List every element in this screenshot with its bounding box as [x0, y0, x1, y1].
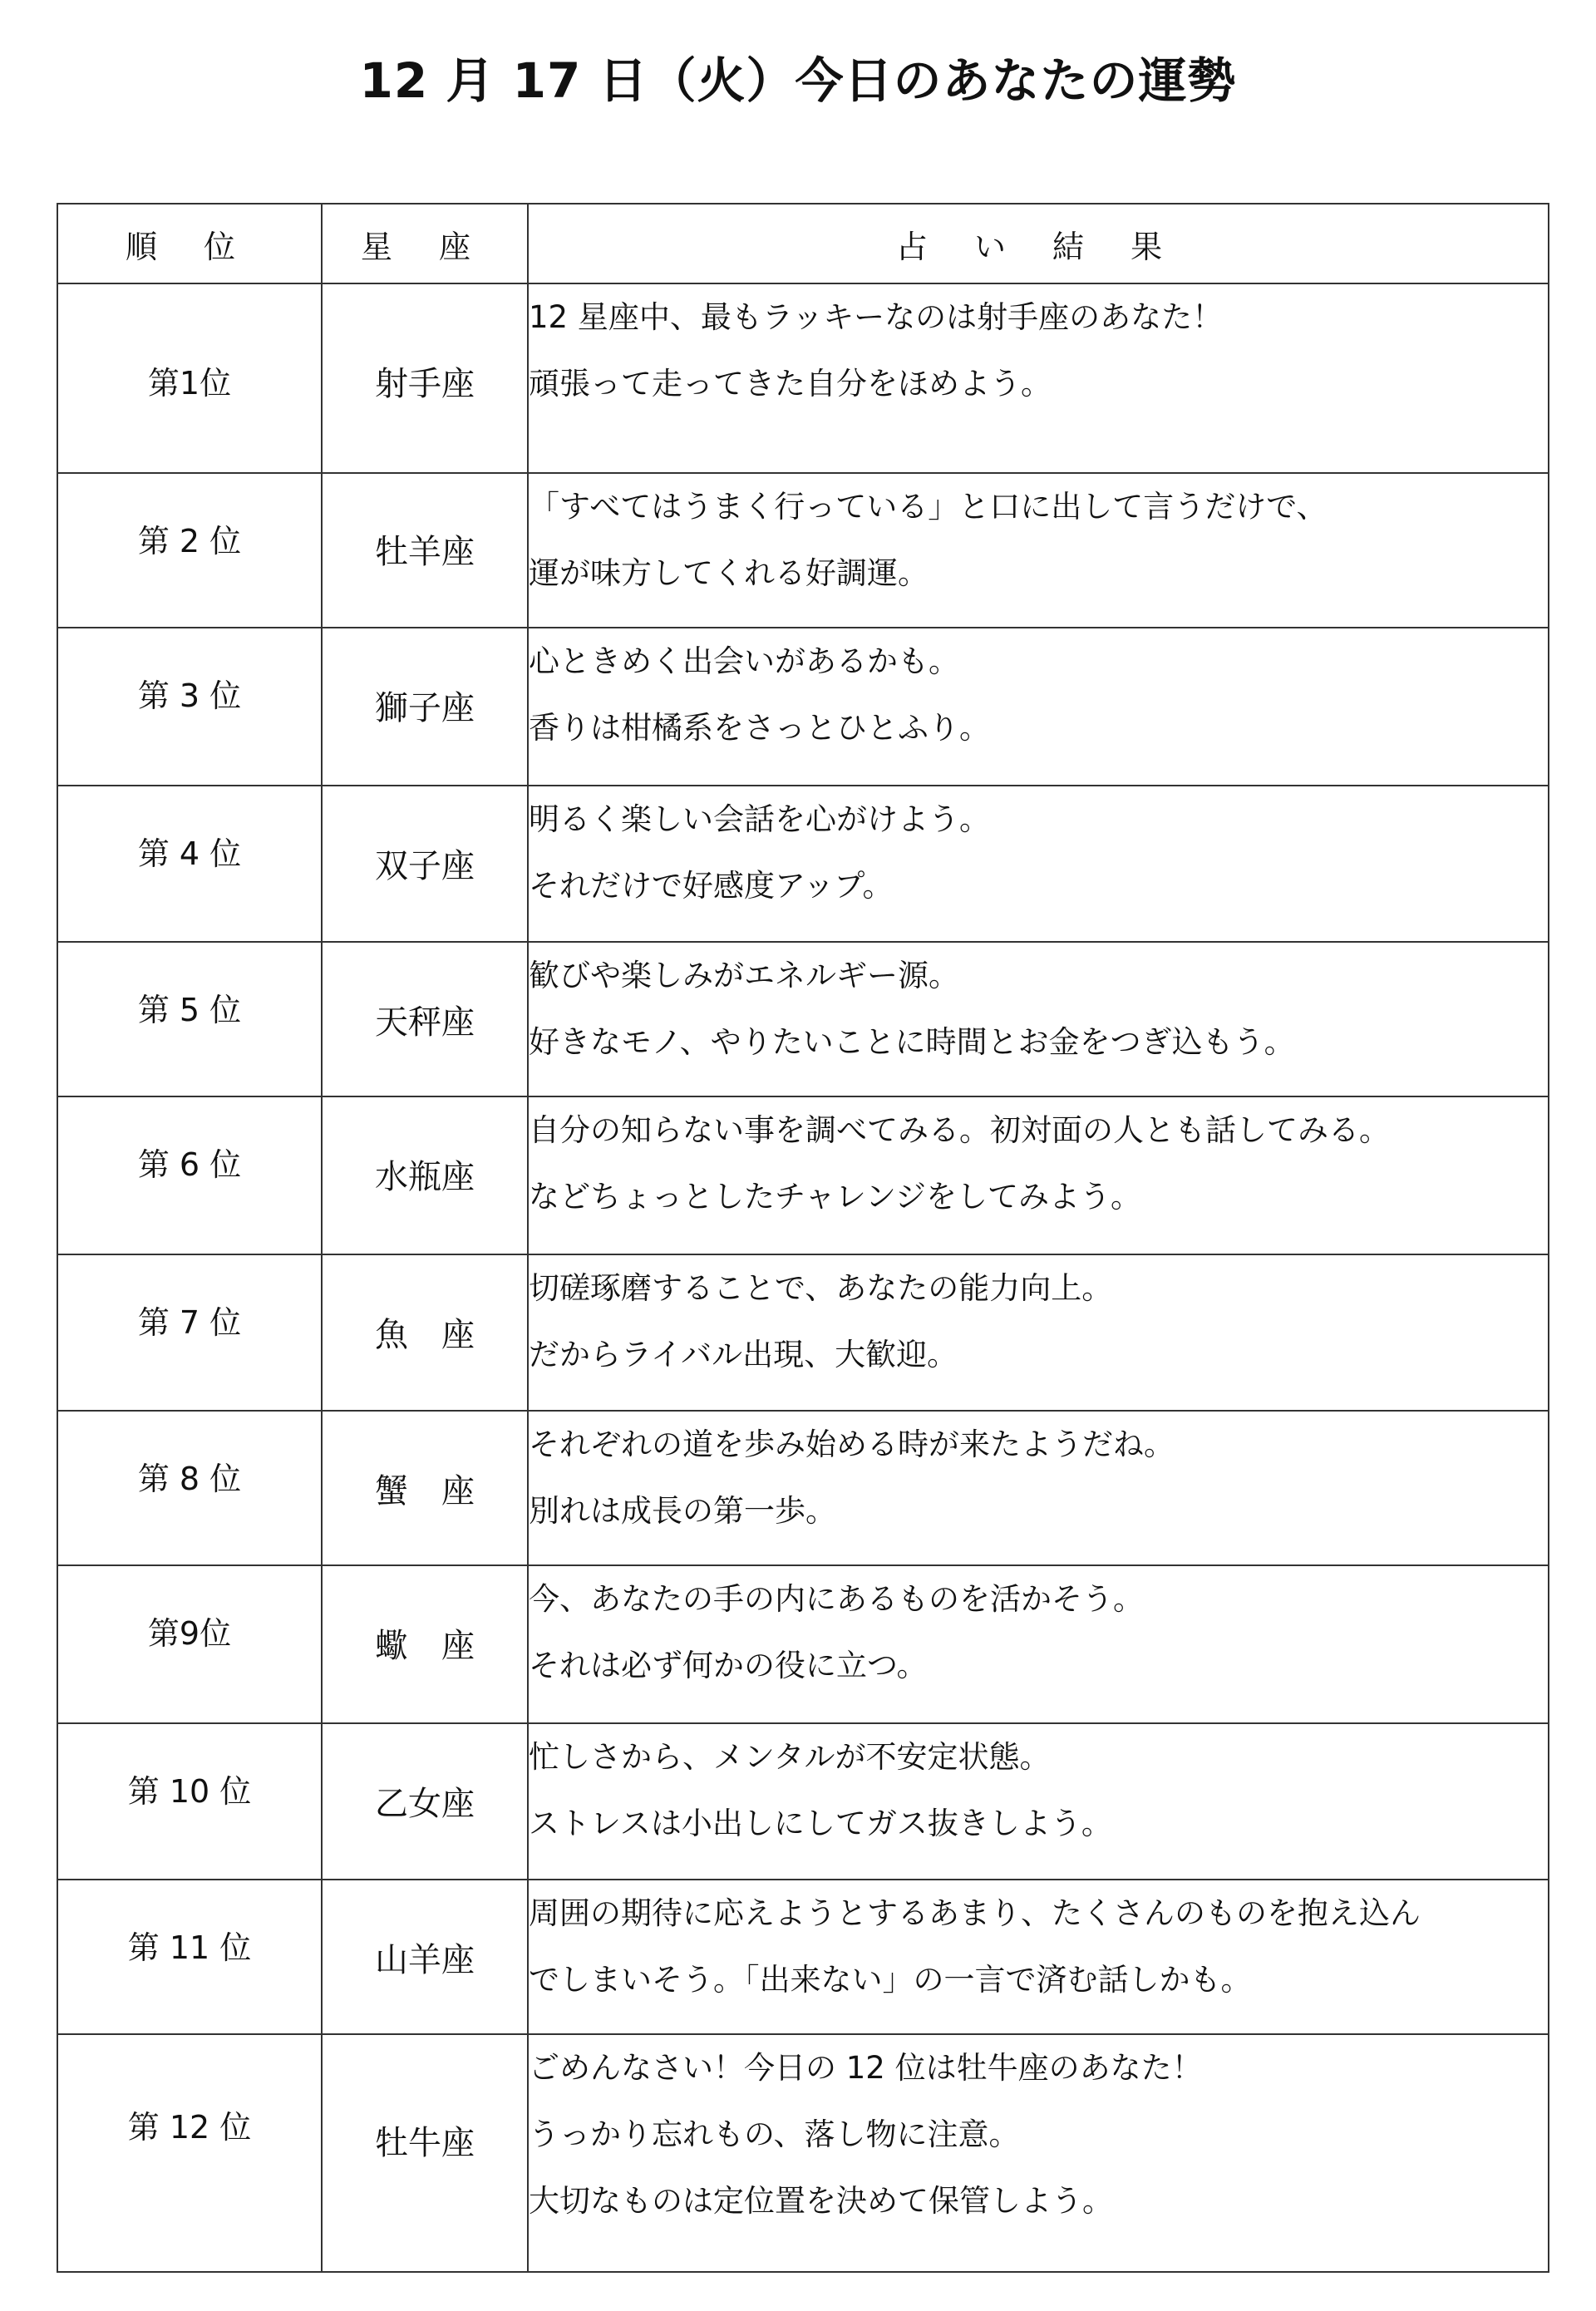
result-line: それぞれの道を歩み始める時が来たようだね。 — [529, 1427, 1175, 1462]
rank-cell: 第 11 位 — [57, 1880, 322, 2034]
result-line: 心ときめく出会いがあるかも。 — [529, 643, 959, 679]
sign-cell: 水瓶座 — [322, 1096, 528, 1254]
rank-cell: 第9位 — [57, 1565, 322, 1723]
table-row — [57, 786, 1549, 942]
result-line: ストレスは小出しにしてガス抜きしよう。 — [529, 1806, 1112, 1841]
rank-cell: 第 8 位 — [57, 1411, 322, 1565]
header-sign: 星 座 — [322, 204, 528, 283]
result-line: 好きなモノ、やりたいことに時間とお金をつぎ込もう。 — [529, 1024, 1295, 1060]
result-line: 香りは柑橘系をさっとひとふり。 — [529, 710, 990, 746]
rank-cell: 第 3 位 — [57, 628, 322, 786]
result-line: 別れは成長の第一歩。 — [529, 1493, 836, 1529]
result-line: 自分の知らない事を調べてみる。初対面の人とも話してみる。 — [529, 1112, 1390, 1148]
result-line: 忙しさから、メンタルが不安定状態。 — [529, 1739, 1051, 1775]
result-cell — [528, 1411, 1549, 1565]
sign-cell: 牡羊座 — [322, 473, 528, 628]
result-line: でしまいそう。「出来ない」の一言で済む話しかも。 — [529, 1962, 1252, 1998]
sign-cell: 双子座 — [322, 786, 528, 942]
page-title: 12 月 17 日（火）今日のあなたの運勢 — [359, 52, 1237, 109]
header-rank: 順 位 — [57, 204, 322, 283]
rank-cell: 第 7 位 — [57, 1254, 322, 1411]
table-row — [57, 942, 1549, 1096]
rank-cell: 第 5 位 — [57, 942, 322, 1096]
sign-cell: 射手座 — [322, 283, 528, 473]
rank-cell: 第 12 位 — [57, 2034, 322, 2272]
rank-cell: 第 6 位 — [57, 1096, 322, 1254]
result-line: だからライバル出現、大歓迎。 — [529, 1337, 958, 1372]
result-line: それだけで好感度アップ。 — [529, 868, 894, 904]
sign-cell: 山羊座 — [322, 1880, 528, 2034]
rank-cell: 第 2 位 — [57, 473, 322, 628]
table-row — [57, 2034, 1549, 2272]
table-row — [57, 1723, 1549, 1880]
header-result: 占 い 結 果 — [528, 204, 1549, 283]
table-row — [57, 283, 1549, 473]
sign-cell: 蠍 座 — [322, 1565, 528, 1723]
table-row — [57, 1565, 1549, 1723]
result-cell — [528, 1723, 1549, 1880]
result-cell — [528, 942, 1549, 1096]
result-line: 「すべてはうまく行っている」と口に出して言うだけで、 — [529, 489, 1328, 525]
rank-cell: 第 10 位 — [57, 1723, 322, 1880]
result-line: 12 星座中、最もラッキーなのは射手座のあなた！ — [529, 299, 1224, 335]
table-row — [57, 1096, 1549, 1254]
result-cell — [528, 628, 1549, 786]
result-line: それは必ず何かの役に立つ。 — [529, 1648, 928, 1683]
table-row — [57, 1411, 1549, 1565]
result-cell — [528, 1565, 1549, 1723]
sign-cell: 乙女座 — [322, 1723, 528, 1880]
result-line: などちょっとしたチャレンジをしてみよう。 — [529, 1179, 1142, 1215]
sign-cell: 牡牛座 — [322, 2034, 528, 2272]
sign-cell: 獅子座 — [322, 628, 528, 786]
table-row — [57, 1880, 1549, 2034]
result-cell — [528, 473, 1549, 628]
sign-cell: 蟹 座 — [322, 1411, 528, 1565]
result-line: 頑張って走ってきた自分をほめよう。 — [529, 366, 1052, 402]
table-row — [57, 1254, 1549, 1411]
rank-cell: 第1位 — [57, 283, 322, 473]
result-cell — [528, 786, 1549, 942]
table-row — [57, 473, 1549, 628]
result-cell — [528, 2034, 1549, 2272]
result-cell — [528, 1880, 1549, 2034]
sign-cell: 魚 座 — [322, 1254, 528, 1411]
rank-cell: 第 4 位 — [57, 786, 322, 942]
result-cell — [528, 283, 1549, 473]
result-line: 周囲の期待に応えようとするあまり、たくさんのものを抱え込ん — [529, 1895, 1421, 1931]
result-line: 切磋琢磨することで、あなたの能力向上。 — [529, 1270, 1113, 1306]
fortune-table — [57, 203, 1549, 2273]
result-line: 運が味方してくれる好調運。 — [529, 555, 929, 591]
result-cell — [528, 1096, 1549, 1254]
result-line: 今、あなたの手の内にあるものを活かそう。 — [529, 1581, 1144, 1617]
result-line: うっかり忘れもの、落し物に注意。 — [529, 2116, 1020, 2152]
result-line: 明るく楽しい会話を心がけよう。 — [529, 801, 990, 837]
sign-cell: 天秤座 — [322, 942, 528, 1096]
result-line: ごめんなさい！今日の 12 位は牡牛座のあなた！ — [529, 2050, 1203, 2086]
table-row — [57, 628, 1549, 786]
result-line: 歓びや楽しみがエネルギー源。 — [529, 958, 959, 993]
header-row — [57, 204, 1549, 283]
result-cell — [528, 1254, 1549, 1411]
result-line: 大切なものは定位置を決めて保管しよう。 — [529, 2183, 1113, 2219]
